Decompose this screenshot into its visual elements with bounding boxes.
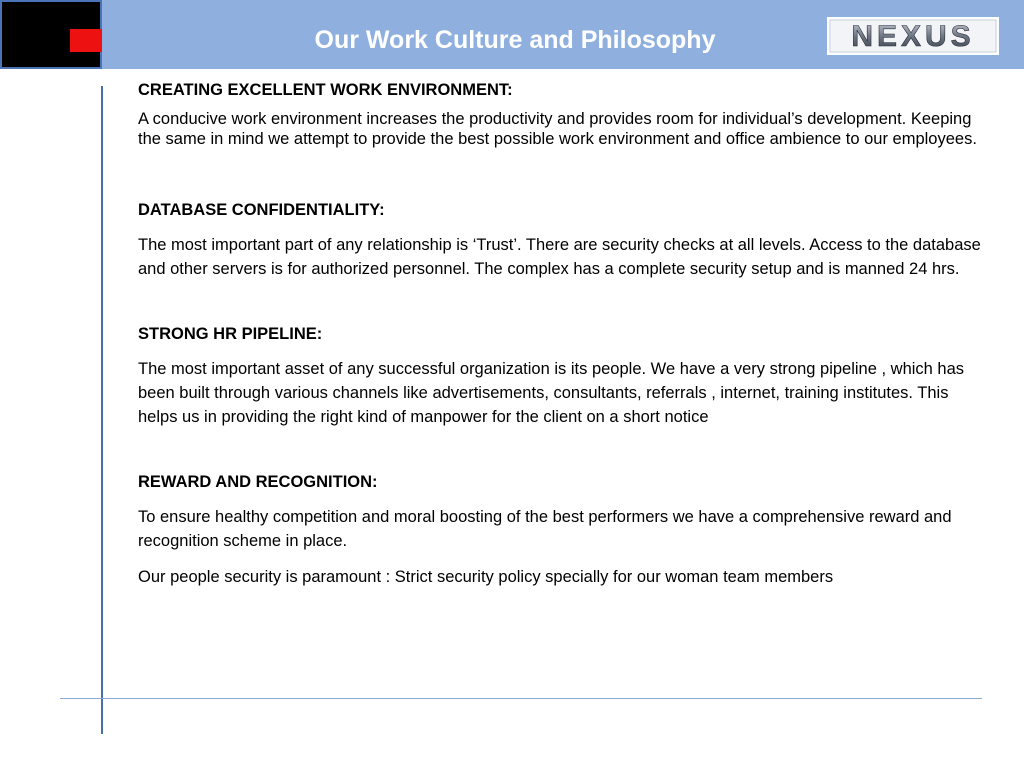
- slide-title: Our Work Culture and Philosophy: [314, 26, 716, 54]
- header-bar: [0, 0, 1024, 69]
- vertical-divider: [101, 86, 103, 734]
- section-paragraph: The most important part of any relationship is ‘Trust’. There are security checks at all levels. Access to the database and other servers is for authorized personnel. The complex has a complete security setup and is manned 24 hrs.: [138, 236, 981, 278]
- svg-text:NEXUS: NEXUS: [851, 20, 975, 53]
- section-heading: REWARD AND RECOGNITION:: [138, 473, 378, 491]
- nexus-logo: [827, 17, 999, 55]
- red-square-icon: [70, 29, 102, 52]
- section-heading: STRONG HR PIPELINE:: [138, 325, 323, 343]
- section-paragraph: The most important asset of any successful organization is its people. We have a very strong pipeline , which has been built through various channels like advertisements, consultants, referrals , internet, training institutes. This helps us in providing the right kind of manpower for the client on a short notice: [138, 360, 965, 426]
- section-paragraph: A conducive work environment increases the productivity and provides room for individual’s development. Keeping the same in mind we attempt to provide the best possible work environment and office ambience to our employees.: [138, 110, 977, 148]
- content-area: [138, 79, 984, 589]
- section-heading: CREATING EXCELLENT WORK ENVIRONMENT:: [138, 81, 513, 99]
- section-paragraph: To ensure healthy competition and moral boosting of the best performers we have a comprehensive reward and recognition scheme in place.: [138, 508, 952, 550]
- section-paragraph: Our people security is paramount : Strict security policy specially for our woman team members: [138, 568, 834, 586]
- corner-logo-block: [0, 0, 102, 69]
- horizontal-divider: [60, 698, 982, 699]
- section-heading: DATABASE CONFIDENTIALITY:: [138, 201, 385, 219]
